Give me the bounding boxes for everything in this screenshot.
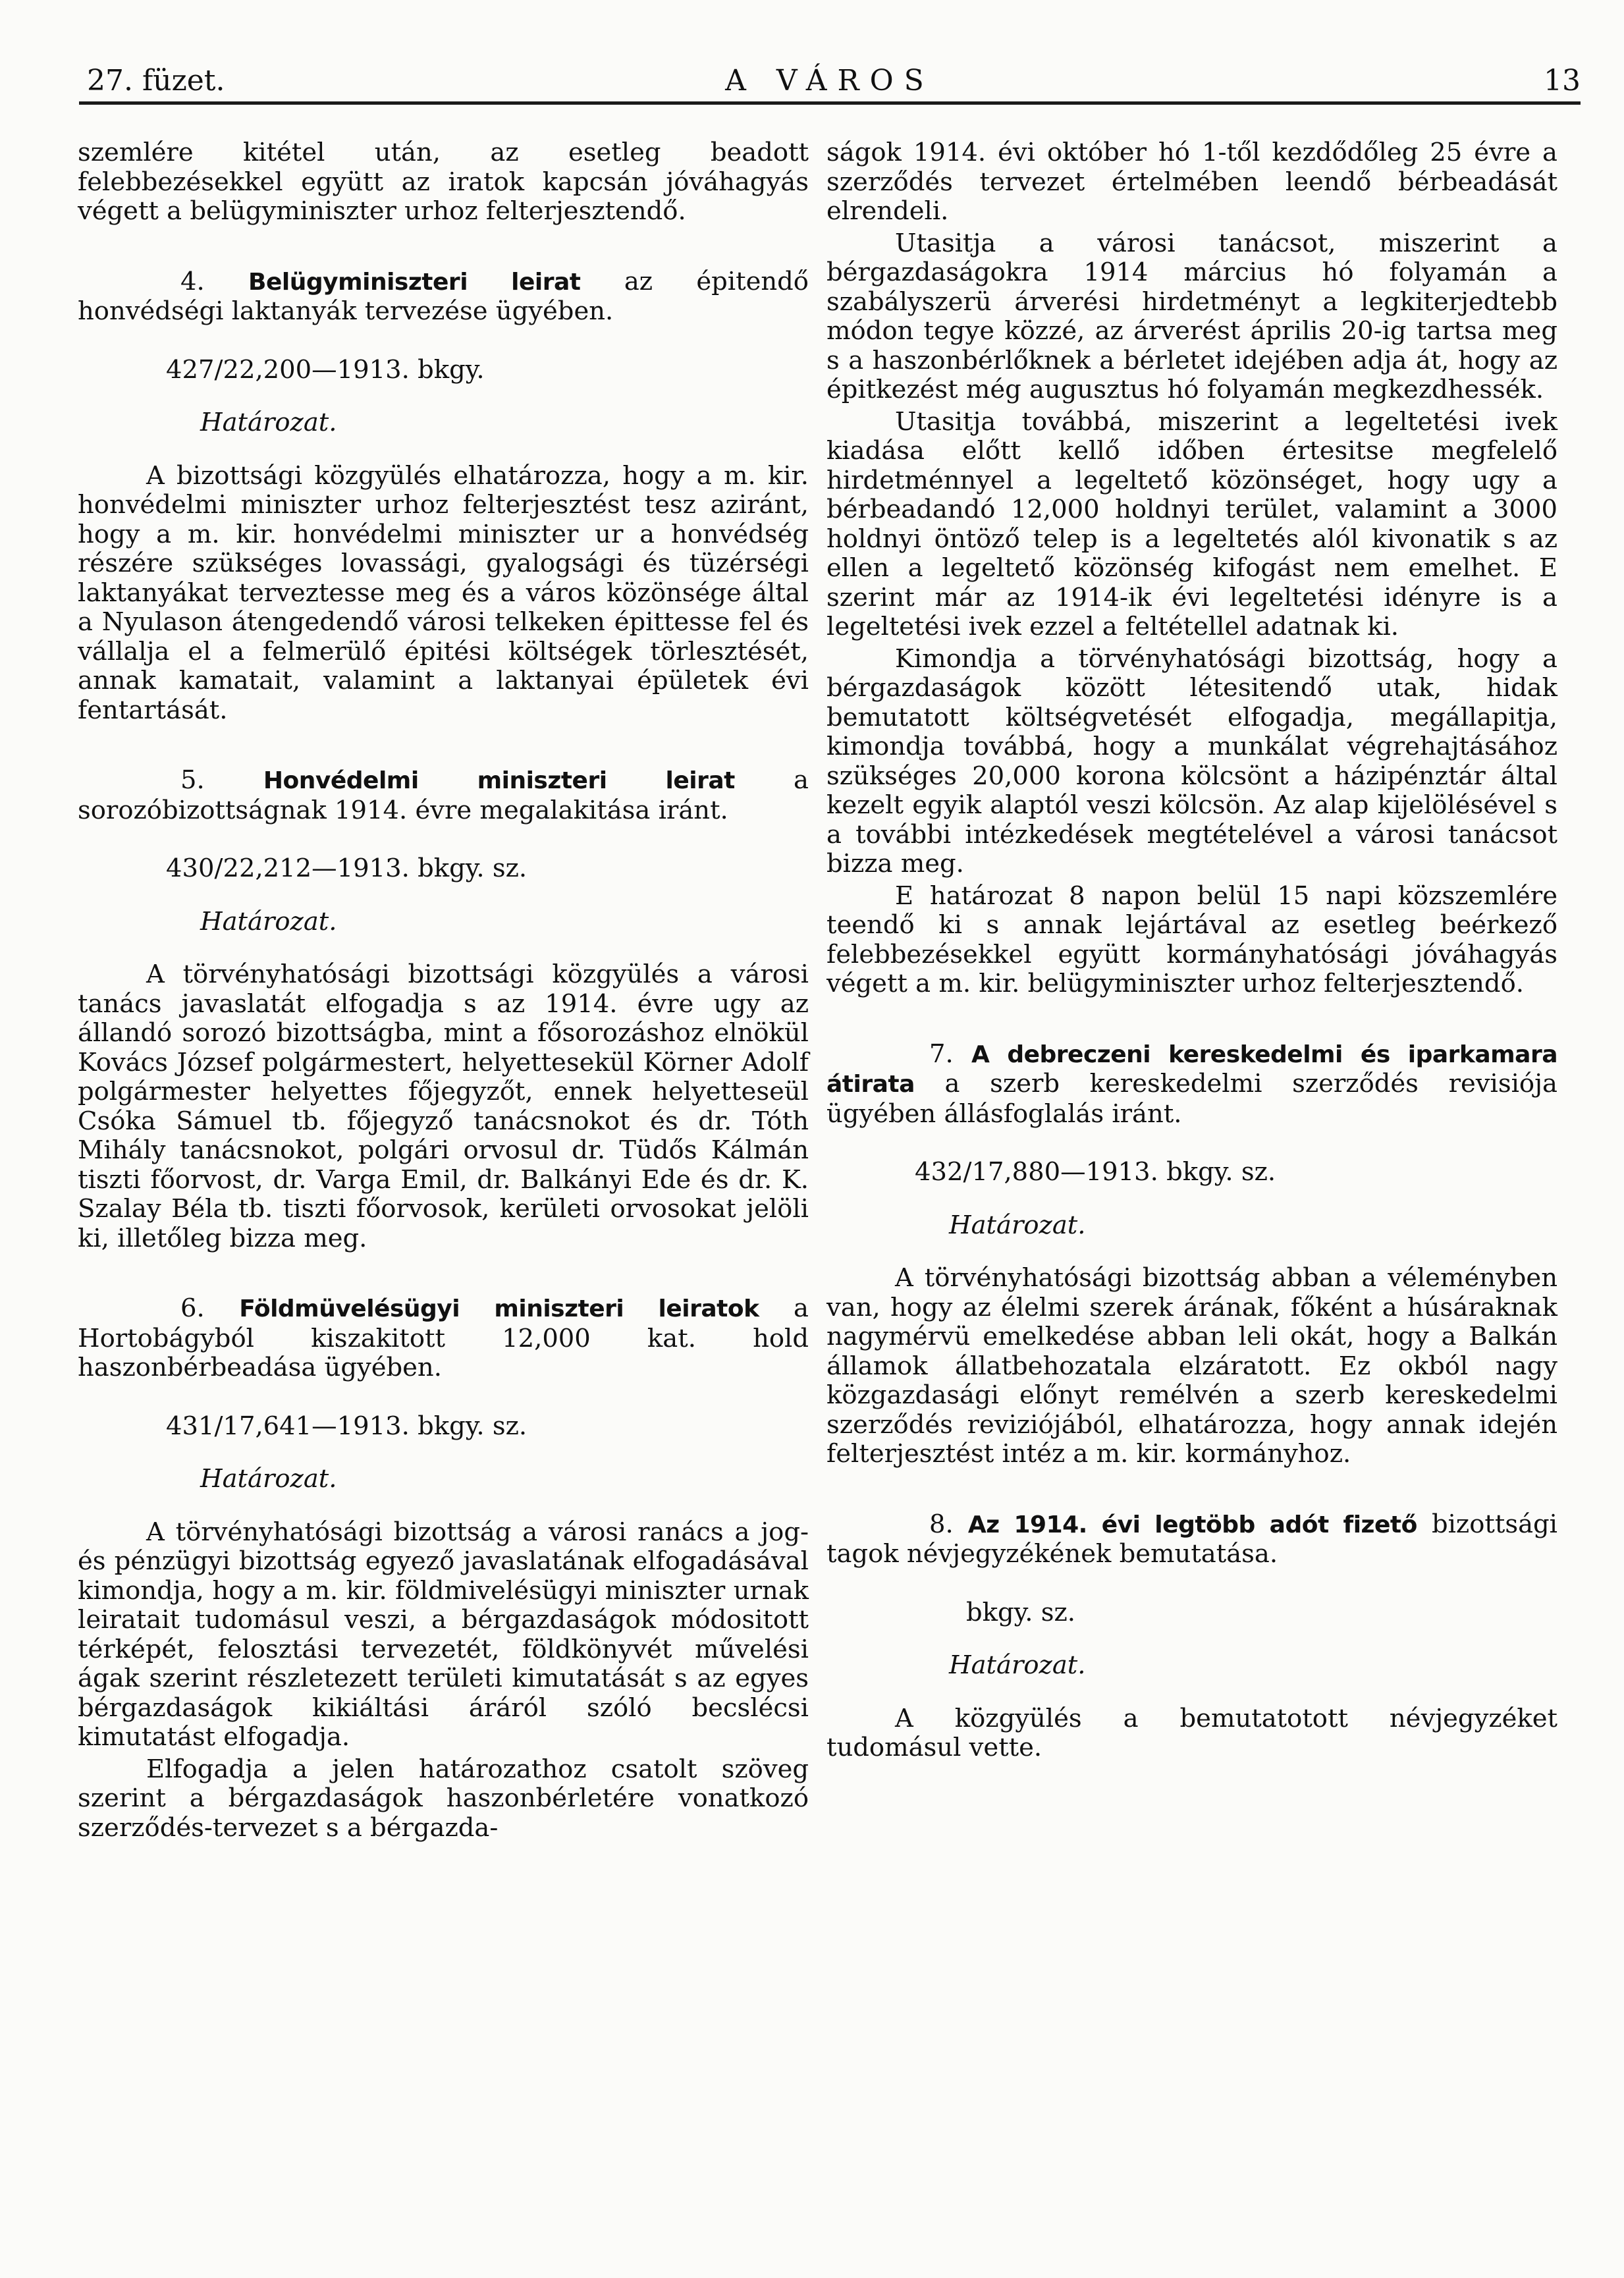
left-column	[78, 138, 809, 1843]
section-title: A debreczeni kereskedelmi és iparkamara átirata	[826, 1041, 1557, 1098]
running-header	[79, 63, 1581, 102]
reference-number: 431/17,641—1913. bkgy. sz.	[166, 1411, 528, 1441]
decision-body: A közgyülés a bemutatotott névjegyzéket tudomásul vette.	[826, 1703, 1557, 1762]
section-4-heading	[78, 267, 809, 327]
section-number: 8.	[929, 1509, 954, 1539]
paragraph-instructions: Utasitja a városi tanácsot, miszerint a bérgazdaságokra 1914 március hó folyamán a szabályszerü árverési hirdetményt a legkiterjedtebb módon tegye közzé, az árverést április 20-ig tartsa meg s a haszonbérlőknek a bérletet idejében adja át, hogy az épitkezést még augusztus hó folyamán megkezdhessék.	[826, 228, 1557, 404]
section-title: Honvédelmi miniszteri leirat	[263, 767, 735, 794]
section-subject: a szerb kereskedelmi szerződés revisiója ügyében állásfoglalás iránt.	[826, 1069, 1557, 1129]
section-subject: a sorozóbizottságnak 1914. évre megalakitása iránt.	[78, 765, 809, 825]
paragraph-instructions-further: Utasitja továbbá, miszerint a legeltetési ivek kiadása előtt kellő időben értesitse megfelelő hirdetménnyel a legeltető közönséget, hogy ugy a bérbeadandó 12,000 holdnyi terület, valamint a 3000 holdnyi öntöző telep is a legeltetés alól kivonatik s az ellen a legeltető közönség kifogást nem emelhet. E szerint már az 1914-ik évi legeltetési idényre is a legeltetési ivek ezzel a feltétellel adatnak ki.	[826, 406, 1557, 641]
reference-number: bkgy. sz.	[966, 1597, 1076, 1627]
section-subject: bizottsági tagok névjegyzékének bemutatása.	[826, 1509, 1557, 1569]
decision-label: Határozat.	[200, 906, 337, 936]
decision-body: A törvényhatósági bizottság a városi ranács a jog-és pénzügyi bizottság egyező javaslatának elfogadásával kimondja, hogy a m. kir. földmivelésügyi miniszter urnak leiratait tudomásul veszi, a bérgazdaságok módositott térképét, felosztási tervezetét, földkönyvét művelési ágak szerint részletezett területi kimutatását s az egyes bérgazdaságok kikiáltási áráról szóló becslécsi kimutatást elfogadja.	[78, 1517, 809, 1752]
section-number: 5.	[180, 765, 205, 795]
decision-label: Határozat.	[949, 1650, 1086, 1680]
paragraph-declaration: Kimondja a törvényhatósági bizottság, hogy a bérgazdaságok között létesitendő utak, hidak bemutatott költségvetését elfogadja, megállapitja, kimondja továbbá, hogy a munkálat végrehajtásához szükséges 20,000 korona kölcsönt a házipénztár által kezelt egyik alaptól veszi kölcsön. Az alap kijelölésével s a további intézkedések megtételével a városi tanácsot bizza meg.	[826, 643, 1557, 879]
section-title: Földmüvelésügyi miniszteri leiratok	[239, 1295, 759, 1322]
journal-title: A VÁROS	[725, 64, 934, 97]
continued-paragraph: szemlére kitétel után, az esetleg beadott felebbezésekkel együtt az iratok kapcsán jóváhagyás végett a belügyminiszter urhoz felterjesztendő.	[78, 138, 809, 226]
section-6-heading	[78, 1294, 809, 1383]
decision-body-continued: Elfogadja a jelen határozathoz csatolt szöveg szerint a bérgazdaságok haszonbérletére vonatkozó szerződés-tervezet s a bérgazda-	[78, 1754, 809, 1843]
issue-number: 27. füzet.	[87, 64, 225, 97]
decision-body: A törvényhatósági bizottsági közgyülés a városi tanács javaslatát elfogadja s az 1914. évre ugy az állandó sorozó bizottságba, mint a fősorozáshoz elnökül Kovács József polgármestert, helyettesekül Körner Adolf polgármester helyettes főjegyzőt, ennek helyetteseül Csóka Sámuel tb. főjegyző tanácsnokot és dr. Tóth Mihály tanácsnokot, polgári orvosul dr. Tüdős Kálmán tiszti főorvost, dr. Varga Emil, dr. Balkányi Ede és dr. K. Szalay Béla tb. tiszti főorvosok, kerületi orvosokat jelöli ki, illetőleg bizza meg.	[78, 960, 809, 1253]
header-rule	[79, 101, 1581, 105]
paragraph-publication: E határozat 8 napon belül 15 napi közszemlére teendő ki s annak lejártával az esetleg beérkező felebbezésekkel együtt kormányhatósági jóváhagyás végett a m. kir. belügyminiszter urhoz felterjesztendő.	[826, 881, 1557, 998]
continued-paragraph: ságok 1914. évi október hó 1-től kezdődőleg 25 évre a szerződés tervezet értelmében leendő bérbeadását elrendeli.	[826, 138, 1557, 226]
section-title: Az 1914. évi legtöbb adót fizető	[967, 1511, 1417, 1538]
section-number: 6.	[180, 1293, 205, 1323]
section-subject: a Hortobágyból kiszakitott 12,000 kat. hold haszonbérbeadása ügyében.	[78, 1293, 809, 1382]
decision-body: A bizottsági közgyülés elhatározza, hogy a m. kir. honvédelmi miniszter urhoz felterjesztést tesz aziránt, hogy a m. kir. honvédelmi miniszter ur a honvédség részére szükséges lovassági, gyalogsági és tüzérségi laktanyákat terveztesse meg és a város közönsége által a Nyulason átengedendő városi telkeken épittesse fel és vállalja el a felmerülő épitési költségek törlesztését, annak kamatait, valamint a laktanyai épületek évi fentartását.	[78, 460, 809, 725]
decision-label: Határozat.	[949, 1210, 1086, 1240]
decision-label: Határozat.	[200, 408, 337, 437]
section-7-heading	[826, 1040, 1557, 1129]
decision-body: A törvényhatósági bizottság abban a véleményben van, hogy az élelmi szerek árának, főként a húsáraknak nagymérvü emelkedése abban leli okát, hogy a Balkán államok állatbehozatala elzáratott. Ez okból nagy közgazdasági előnyt remélvén a szerb kereskedelmi szerződés reviziójából, elhatározza, hogy annak idején felterjesztést intéz a m. kir. kormányhoz.	[826, 1263, 1557, 1469]
section-number: 4.	[180, 266, 205, 296]
decision-label: Határozat.	[200, 1464, 337, 1494]
section-5-heading	[78, 766, 809, 825]
section-subject: az épitendő honvédségi laktanyák tervezése ügyében.	[78, 266, 809, 326]
section-8-heading	[826, 1510, 1557, 1569]
reference-number: 430/22,212—1913. bkgy. sz.	[166, 854, 528, 883]
reference-number: 427/22,200—1913. bkgy.	[166, 354, 485, 385]
page-number: 13	[1544, 64, 1581, 97]
section-number: 7.	[929, 1039, 954, 1069]
reference-number: 432/17,880—1913. bkgy. sz.	[915, 1157, 1276, 1187]
right-column	[826, 138, 1557, 1763]
section-title: Belügyminiszteri leirat	[248, 268, 581, 296]
